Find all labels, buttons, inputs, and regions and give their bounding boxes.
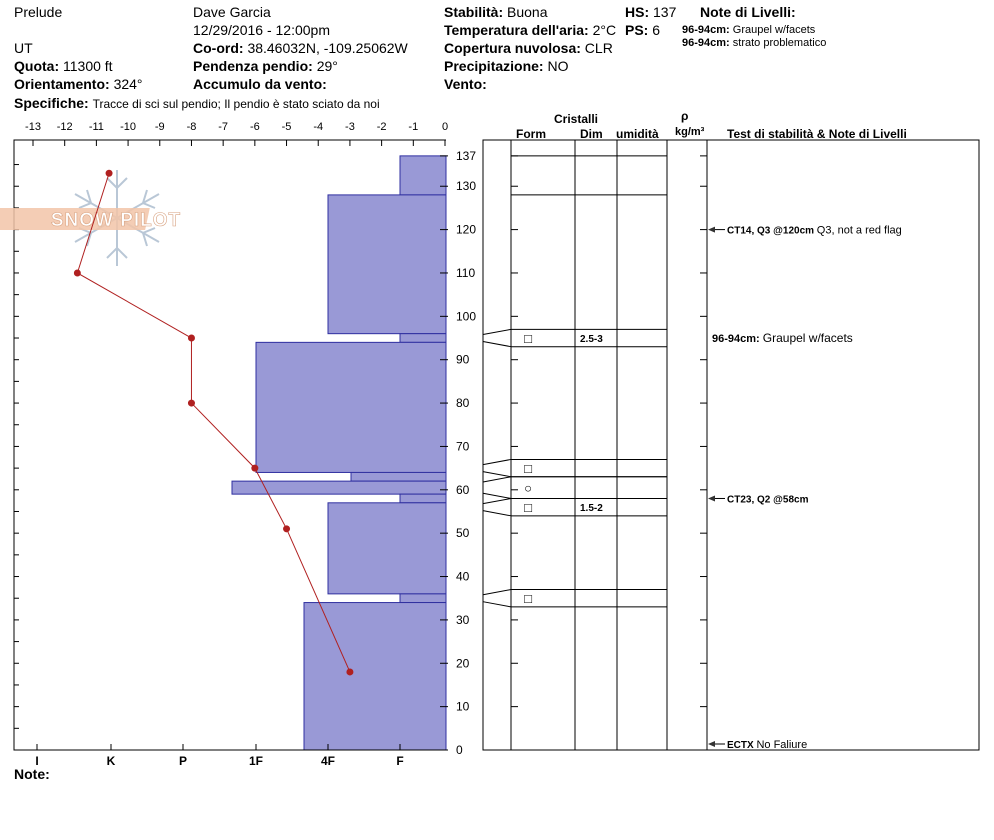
temperature-tick-label: -7 (218, 121, 229, 133)
height-tick-label: 110 (456, 265, 476, 280)
layer-note-1-text: Graupel w/facets (732, 24, 816, 36)
hardness-tick-label: 1F (248, 754, 264, 768)
test-marker-icon (708, 741, 715, 747)
temperature-point (188, 335, 195, 342)
height-tick-label: 50 (456, 526, 470, 541)
temperature-point (106, 170, 113, 177)
hardness-layers (232, 156, 446, 750)
dim-header: Dim (580, 127, 603, 141)
hardness-bar (400, 494, 446, 503)
cloud-label: Copertura nuvolosa: (444, 40, 581, 56)
slope-value: 29° (316, 58, 338, 74)
hardness-tick-label: 4F (320, 754, 336, 768)
specifics-value: Tracce di sci sul pendio; Il pendio è stato sciato da noi (92, 97, 380, 111)
slope-label: Pendenza pendio: (193, 58, 313, 74)
height-tick-label: 60 (456, 482, 470, 497)
temperature-tick-label: -4 (313, 121, 324, 133)
precip-value: NO (547, 58, 569, 74)
tests-header: Test di stabilità & Note di Livelli (727, 127, 907, 141)
temperature-tick-label: -11 (88, 121, 104, 133)
temperature-tick-label: -9 (154, 121, 165, 133)
hardness-bar (232, 481, 446, 494)
crystal-layer-connector (483, 602, 511, 607)
wind-label: Vento: (444, 76, 487, 92)
crystal-layer-connector (483, 493, 511, 498)
temperature-tick-label: -2 (376, 121, 387, 133)
height-tick-label: 40 (456, 569, 470, 584)
coord-label: Co-ord: (193, 40, 244, 56)
temperature-tick-label: -12 (56, 121, 73, 133)
crystal-layer-connector (483, 511, 511, 516)
height-tick-label: 100 (456, 309, 477, 324)
elevation-value: 11300 ft (63, 58, 113, 74)
coord-value: 38.46032N, -109.25062W (247, 40, 408, 56)
observer: Dave Garcia (193, 4, 271, 20)
rho-header: ρ (681, 109, 689, 123)
stability-tests (708, 225, 902, 751)
crystal-form: □ (524, 461, 532, 477)
layer-note-2-text: strato problematico (732, 37, 827, 49)
height-tick-label: 20 (456, 656, 470, 671)
height-tick-label: 10 (456, 699, 470, 714)
logo-text: SNOW PILOT (50, 210, 182, 231)
wind-loading-label: Accumulo da vento: (193, 76, 327, 92)
temperature-tick-label: -5 (281, 121, 292, 133)
crystal-form: □ (524, 331, 532, 347)
temperature-tick-label: -10 (120, 121, 137, 133)
crystal-form: ○ (524, 480, 532, 496)
temperature-tick-label: -6 (249, 121, 260, 133)
crystal-form: □ (524, 591, 532, 607)
temperature-tick-label: -3 (345, 121, 355, 133)
hardness-bar (400, 594, 446, 603)
state: UT (14, 40, 33, 56)
specifics-label: Specifiche: (14, 95, 89, 111)
datetime: 12/29/2016 - 12:00pm (193, 22, 330, 38)
stability-test: CT23, Q2 @58cm (727, 494, 809, 506)
crystal-size: 2.5-3 (580, 334, 603, 346)
hs-label: HS: (625, 4, 650, 20)
hardness-tick-label: I (35, 754, 39, 768)
stability-test: ECTX No Faliure (727, 739, 808, 751)
ps-label: PS: (625, 22, 649, 38)
hs-value: 137 (653, 4, 677, 20)
moisture-header: umidità (616, 127, 659, 141)
snowpilot-logo (0, 170, 181, 266)
height-tick-label: 0 (456, 743, 463, 757)
height-tick-label: 120 (456, 222, 477, 237)
crystal-layer-connector (483, 329, 511, 334)
layer-note-2-range: 96-94cm: (682, 37, 730, 49)
hardness-tick-label: K (106, 754, 116, 768)
ps-value: 6 (652, 22, 661, 38)
hardness-bar (304, 603, 446, 750)
test-marker-icon (708, 227, 715, 233)
crystal-layer-connector (483, 472, 511, 477)
temperature-tick-label: -1 (408, 121, 419, 133)
crystals-header: Cristalli (554, 112, 599, 126)
temperature-point (188, 400, 195, 407)
layer-notes-title: Note di Livelli: (700, 4, 796, 20)
hardness-bar (328, 503, 446, 594)
crystal-layer-connector (483, 498, 511, 503)
hardness-bar (256, 342, 446, 472)
temperature-tick-label: 0 (441, 121, 449, 133)
density-unit-header: kg/m³ (675, 126, 705, 138)
crystal-layer-connector (483, 341, 511, 346)
precip-label: Precipitazione: (444, 58, 544, 74)
temperature-point (283, 525, 290, 532)
height-tick-label: 30 (456, 612, 470, 627)
layer-note-1-range: 96-94cm: (682, 24, 730, 36)
stability-value: Buona (507, 4, 548, 20)
layer-comment: 96-94cm: Graupel w/facets (712, 331, 853, 346)
location: Prelude (14, 4, 63, 20)
stability-test: CT14, Q3 @120cm Q3, not a red flag (727, 224, 902, 237)
height-tick-label: 130 (456, 179, 477, 194)
air-temp-label: Temperatura dell'aria: (444, 22, 589, 38)
crystal-layer-connector (483, 590, 511, 595)
cloud-value: CLR (584, 40, 613, 56)
crystal-form: □ (524, 500, 532, 516)
temperature-point (74, 269, 81, 276)
stability-label: Stabilità: (444, 4, 504, 20)
crystal-layer-connector (483, 459, 511, 464)
hardness-bar (328, 195, 446, 334)
test-marker-icon (708, 495, 715, 501)
crystal-layer-connector (483, 477, 511, 482)
temperature-point (251, 465, 258, 472)
aspect-value: 324° (113, 76, 143, 92)
height-tick-label: 80 (456, 396, 470, 411)
temperature-point (346, 668, 353, 675)
height-tick-label: 137 (456, 148, 477, 163)
form-header: Form (516, 127, 546, 141)
hardness-bar (351, 472, 446, 481)
temperature-tick-label: -13 (25, 121, 41, 133)
height-tick-label: 70 (456, 439, 470, 454)
hardness-tick-label: P (178, 754, 188, 768)
height-tick-label: 90 (456, 352, 470, 367)
note-label: Note: (14, 766, 50, 782)
aspect-label: Orientamento: (14, 76, 110, 92)
temperature-tick-label: -8 (186, 121, 197, 133)
elevation-label: Quota: (14, 58, 60, 74)
crystal-size: 1.5-2 (580, 503, 603, 515)
hardness-bar (400, 156, 446, 195)
hardness-tick-label: F (396, 754, 404, 768)
hardness-bar (400, 334, 446, 343)
air-temp-value: 2°C (592, 22, 617, 38)
